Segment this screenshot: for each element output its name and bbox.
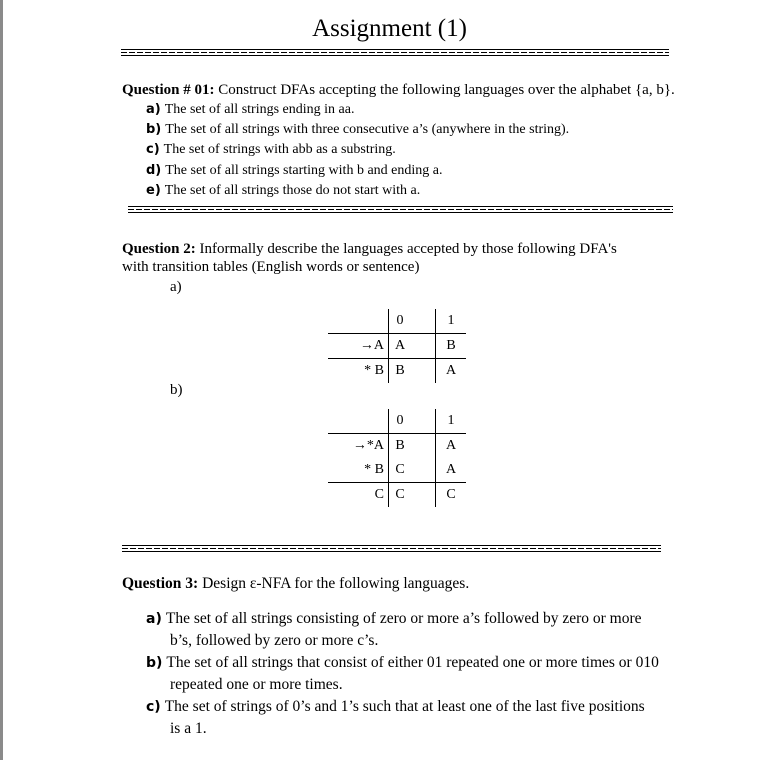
question-2-heading: Question 2: Informally describe the languages accepted by those following DFA's with transition tables (English words or sentence): [122, 241, 617, 275]
q1-item-c: c) The set of strings with abb as a substring.: [146, 142, 396, 157]
separator-rule: [122, 545, 661, 552]
table-state-cell: →A: [328, 334, 389, 359]
table-cell: A: [389, 334, 412, 359]
table-state-cell: →*A: [352, 438, 384, 453]
table-header-cell: 0: [389, 409, 412, 434]
table-state-cell: * B: [328, 458, 389, 483]
question-3-heading: Question 3: Design ε-NFA for the following languages.: [122, 575, 470, 592]
q1-item-b: b) The set of all strings with three consecutive a’s (anywhere in the string).: [146, 122, 570, 137]
table-cell: [328, 409, 389, 434]
q1-item-a: a) The set of all strings ending in aa.: [146, 102, 355, 117]
question-1-heading: Question # 01: Construct DFAs accepting the following languages over the alphabet {a, b}.: [122, 82, 675, 98]
q2-part-b-label: b): [170, 382, 183, 398]
q1-item-e: e) The set of all strings those do not start with a.: [146, 183, 421, 198]
table-header-cell: 1: [436, 309, 467, 334]
table-cell: A: [436, 434, 467, 459]
transition-table-b: [328, 409, 466, 507]
q3-item-c: c) The set of strings of 0’s and 1’s such that at least one of the last five positions is a 1.: [146, 698, 645, 737]
table-cell: [328, 309, 389, 334]
table-cell: C: [389, 458, 412, 483]
separator-rule: [121, 49, 669, 56]
transition-table-a: [328, 309, 466, 383]
separator-rule: [128, 206, 673, 213]
table-cell: B: [389, 359, 412, 384]
q2-part-a-label: a): [170, 279, 182, 295]
table-state-cell: * B: [364, 363, 384, 378]
table-header-cell: 0: [389, 309, 412, 334]
q1-item-d: d) The set of all strings starting with b and ending a.: [146, 163, 443, 178]
page-title: Assignment (1): [312, 15, 467, 42]
table-cell: B: [389, 434, 412, 459]
table-cell: A: [436, 458, 467, 483]
table-cell: A: [436, 359, 467, 384]
table-cell: B: [436, 334, 467, 359]
table-cell: C: [389, 483, 412, 508]
table-header-cell: 1: [436, 409, 467, 434]
q3-item-a: a) The set of all strings consisting of zero or more a’s followed by zero or more b’s, followed by zero or more c’s.: [146, 610, 642, 649]
page-edge: [0, 0, 3, 760]
q3-item-b: b) The set of all strings that consist of either 01 repeated one or more times or 010 repeated one or more times.: [146, 654, 659, 693]
table-state-cell: C: [374, 487, 384, 502]
table-cell: C: [436, 483, 467, 508]
